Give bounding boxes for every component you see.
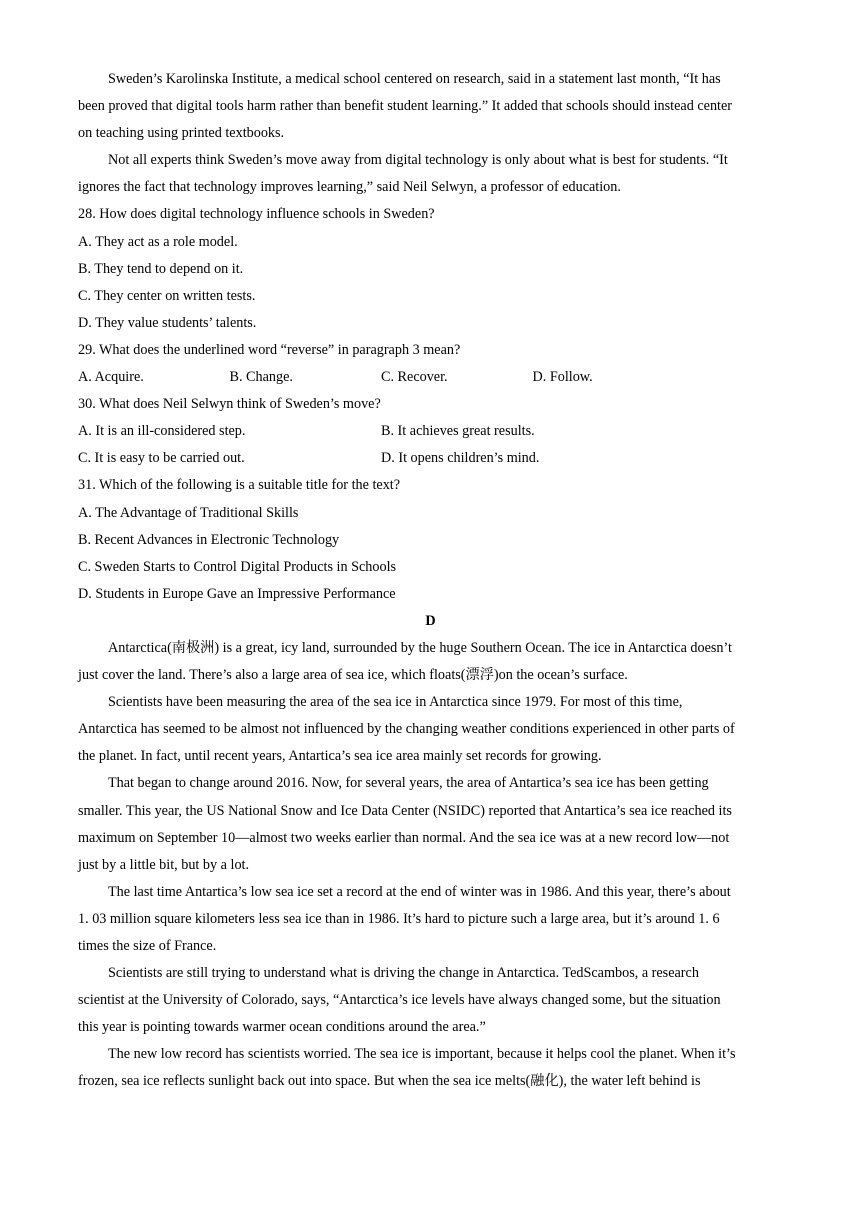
passage-d-paragraph-3 [78, 770, 783, 878]
passage-d-paragraph-1 [78, 635, 783, 689]
option-b: B. It achieves great results. [381, 423, 535, 440]
option-a: A. They act as a role model. [78, 233, 238, 250]
passage-d-paragraph-6 [78, 1041, 783, 1095]
text-line: Antarctica(南极洲) is a great, icy land, surrounded by the huge Southern Ocean. The ice in Antarctica doesn’t [108, 639, 732, 656]
options-row [78, 364, 783, 391]
text-line: times the size of France. [78, 938, 217, 954]
text-line: The last time Antartica’s low sea ice set a record at the end of winter was in 1986. And this year, there’s about [108, 883, 731, 900]
passage-c-paragraph-2 [78, 147, 783, 201]
text-line: frozen, sea ice reflects sunlight back out into space. But when the sea ice melts(融化), the water left behind is [78, 1073, 701, 1090]
text-line: The new low record has scientists worried. The sea ice is important, because it helps cool the planet. When it’s [108, 1046, 736, 1063]
option-c: C. Sweden Starts to Control Digital Products in Schools [78, 558, 397, 575]
exam-page [78, 66, 783, 1096]
question-stem: 28. How does digital technology influence schools in Sweden? [78, 206, 435, 223]
passage-d-paragraph-4 [78, 879, 783, 960]
question-stem: 30. What does Neil Selwyn think of Sweden’s move? [78, 396, 381, 413]
text-line: smaller. This year, the US National Snow and Ice Data Center (NSIDC) reported that Antartica’s sea ice reached its [78, 802, 732, 819]
text-line: Sweden’s Karolinska Institute, a medical school centered on research, said in a statement last month, “It has [108, 71, 721, 87]
question-29 [78, 337, 783, 391]
options-row [78, 418, 783, 445]
section-heading: D [425, 612, 436, 629]
option-a: A. Acquire. [78, 369, 144, 386]
option-d: D. Students in Europe Gave an Impressive Performance [78, 585, 396, 602]
text-line: maximum on September 10—almost two weeks earlier than normal. And the sea ice was at a new record low—not [78, 829, 730, 846]
option-a: A. The Advantage of Traditional Skills [78, 504, 299, 521]
text-line: 1. 03 million square kilometers less sea ice than in 1986. It’s hard to picture such a large area, but it’s around 1. 6 [78, 910, 720, 927]
text-line: scientist at the University of Colorado, says, “Antarctica’s ice levels have always changed some, but the situation [78, 992, 721, 1009]
option-b: B. Change. [229, 369, 293, 386]
option-b: B. They tend to depend on it. [78, 260, 244, 277]
text-line: this year is pointing towards warmer ocean conditions around the area.” [78, 1019, 486, 1036]
passage-d-paragraph-2 [78, 689, 783, 770]
text-line: Scientists are still trying to understand what is driving the change in Antarctica. TedScambos, a research [108, 965, 699, 982]
question-stem: 31. Which of the following is a suitable title for the text? [78, 477, 401, 494]
text-line: Not all experts think Sweden’s move away from digital technology is only about what is best for students. “It [108, 152, 728, 169]
question-30 [78, 391, 783, 472]
text-line: Antarctica has seemed to be almost not influenced by the changing weather conditions experienced in other parts of [78, 721, 735, 738]
text-line: the planet. In fact, until recent years, Antartica’s sea ice area mainly set records for growing. [78, 748, 602, 765]
text-line: just cover the land. There’s also a large area of sea ice, which floats(漂浮)on the ocean’s surface. [78, 667, 628, 684]
question-31 [78, 472, 783, 607]
option-d: D. It opens children’s mind. [381, 450, 540, 467]
option-c: C. Recover. [381, 369, 448, 386]
text-line: Scientists have been measuring the area of the sea ice in Antarctica since 1979. For most of this time, [108, 694, 683, 711]
option-c: C. It is easy to be carried out. [78, 450, 245, 467]
text-line: That began to change around 2016. Now, for several years, the area of Antartica’s sea ice has been getting [108, 775, 709, 792]
options-row [78, 445, 783, 472]
option-d: D. Follow. [532, 369, 593, 386]
text-line: on teaching using printed textbooks. [78, 125, 285, 142]
option-c: C. They center on written tests. [78, 287, 256, 304]
question-28 [78, 201, 783, 336]
text-line: just by a little bit, but by a lot. [78, 856, 250, 873]
text-line: ignores the fact that technology improves learning,” said Neil Selwyn, a professor of education. [78, 179, 621, 196]
option-d: D. They value students’ talents. [78, 314, 257, 331]
question-stem: 29. What does the underlined word “reverse” in paragraph 3 mean? [78, 341, 461, 358]
text-line: been proved that digital tools harm rather than benefit student learning.” It added that schools should instead center [78, 98, 733, 115]
passage-c-paragraph-1 [78, 66, 783, 147]
option-a: A. It is an ill-considered step. [78, 423, 246, 440]
passage-d-paragraph-5 [78, 960, 783, 1041]
option-b: B. Recent Advances in Electronic Technology [78, 531, 340, 548]
